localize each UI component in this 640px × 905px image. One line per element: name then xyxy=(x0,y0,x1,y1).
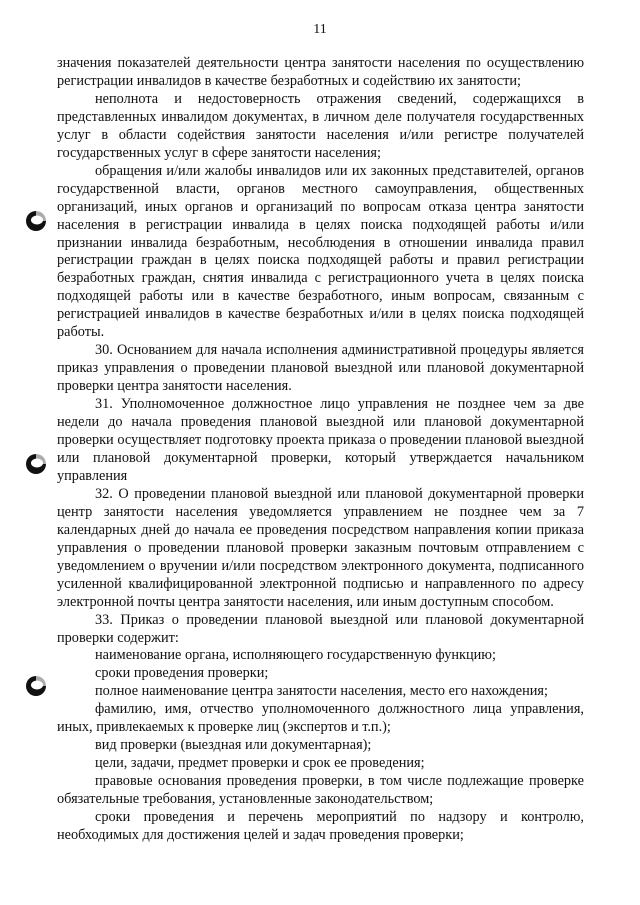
paragraph: 30. Основанием для начала исполнения административной процедуры является приказ управления о проведении плановой выездной или плановой документарной проверки центра занятости населения. xyxy=(57,342,584,395)
paragraph: значения показателей деятельности центра занятости населения по осуществлению регистрации инвалидов в качестве безработных и содействию их занятости; xyxy=(57,55,584,89)
paragraph: 32. О проведении плановой выездной или плановой документарной проверки центр занятости населения уведомляется управлением не позднее чем за 7 календарных дней до начала ее проведения посредством направления копии приказа управления о проведении плановой проверки заказным почтовым отправлением с уведомлением о вручении и/или посредством электронного документа, подписанного усиленной квалифицированной электронной подписью и направленного по адресу электронной почты центра занятости населения, или иным доступным способом. xyxy=(57,485,584,610)
list-item: цели, задачи, предмет проверки и срок ее проведения; xyxy=(95,755,425,772)
list-item: фамилию, имя, отчество уполномоченного должностного лица управления, иных, привлекаемых к проверке лиц (экспертов и т.п.); xyxy=(57,701,584,736)
list-item: сроки проведения проверки; xyxy=(95,665,269,682)
binder-hole-icon xyxy=(24,452,48,476)
binder-hole-icon xyxy=(24,209,48,233)
list-item: наименование органа, исполняющего государственную функцию; xyxy=(95,647,496,664)
document-body xyxy=(57,55,584,845)
paragraph: 31. Уполномоченное должностное лицо управления не позднее чем за две недели до начала проведения плановой выездной или плановой документарной проверки осуществляет подготовку проекта приказа о проведении плановой выездной или плановой документарной проверки, который утверждается начальником управления xyxy=(57,396,584,484)
list-item: сроки проведения и перечень мероприятий по надзору и контролю, необходимых для достижения целей и задач проведения проверки; xyxy=(57,809,584,843)
page-number: 11 xyxy=(313,22,327,37)
paragraph: обращения и/или жалобы инвалидов или их законных представителей, органов государственной власти, органов местного самоуправления, общественных организаций, иных органов и организаций по вопросам отказа центра занятости населения в регистрации инвалида в целях поиска подходящей работы и/или признании инвалида безработным, несоблюдения в отношении инвалида правил регистрации граждан в целях поиска подходящей работы и правил регистрации безработных граждан, снятия инвалида с регистрационного учета в целях поиска подходящей работы или в качестве безработного, иным вопросам, связанным с регистрацией инвалидов в качестве безработных и/или в целях поиска подходящей работы. xyxy=(57,162,584,341)
list-item: вид проверки (выездная или документарная); xyxy=(95,737,372,754)
paragraph: 33. Приказ о проведении плановой выездной или плановой документарной проверки содержит: xyxy=(57,611,584,646)
list-item: правовые основания проведения проверки, в том числе подлежащие проверке обязательные требования, установленные законодательством; xyxy=(57,773,584,808)
binder-hole-icon xyxy=(24,674,48,698)
list-item: полное наименование центра занятости населения, место его нахождения; xyxy=(95,683,548,700)
paragraph: неполнота и недостоверность отражения сведений, содержащихся в представленных инвалидом документах, в личном деле получателя государственных услуг в области содействия занятости населения и/или регистре получателей государственных услуг в сфере занятости населения; xyxy=(57,90,584,161)
